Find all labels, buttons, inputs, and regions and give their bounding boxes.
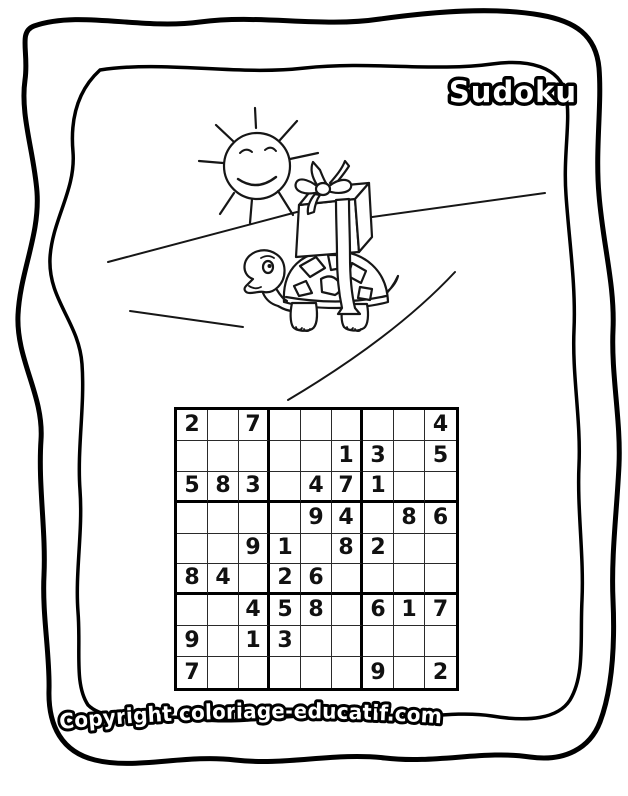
sudoku-cell[interactable]	[270, 441, 301, 472]
sudoku-cell[interactable]: 8	[394, 503, 425, 534]
sudoku-cell[interactable]	[239, 657, 270, 688]
sudoku-grid	[174, 407, 459, 691]
sudoku-cell[interactable]	[394, 564, 425, 595]
sudoku-cell[interactable]: 3	[239, 472, 270, 503]
sudoku-cell[interactable]: 1	[394, 595, 425, 626]
copyright-textpath: Copyright coloriage-educatif.com	[58, 699, 444, 734]
sudoku-cell[interactable]	[301, 441, 332, 472]
sudoku-cell[interactable]	[332, 657, 363, 688]
sudoku-cell[interactable]: 1	[239, 626, 270, 657]
sudoku-cell[interactable]	[208, 534, 239, 565]
sudoku-cell[interactable]	[332, 410, 363, 441]
sudoku-cell[interactable]	[270, 410, 301, 441]
sudoku-cell[interactable]	[394, 657, 425, 688]
sudoku-cell[interactable]: 5	[270, 595, 301, 626]
sudoku-cell[interactable]: 4	[208, 564, 239, 595]
sudoku-cell[interactable]	[301, 657, 332, 688]
sudoku-cell[interactable]	[332, 626, 363, 657]
sudoku-cell[interactable]	[208, 503, 239, 534]
sudoku-cell[interactable]	[208, 441, 239, 472]
sudoku-cell[interactable]: 2	[432, 659, 449, 685]
sudoku-cell[interactable]	[394, 472, 425, 503]
sudoku-cell[interactable]	[208, 595, 239, 626]
page-title: Sudoku	[448, 75, 578, 109]
sudoku-cell[interactable]	[425, 472, 456, 503]
sudoku-cell[interactable]	[208, 657, 239, 688]
sudoku-cell[interactable]: 7	[177, 657, 208, 688]
sudoku-cell[interactable]: 4	[239, 595, 270, 626]
sudoku-cell[interactable]: 8	[208, 472, 239, 503]
sudoku-cell[interactable]	[270, 657, 301, 688]
sudoku-cell[interactable]: 5	[425, 441, 456, 472]
sudoku-cell[interactable]: 9	[301, 503, 332, 534]
sudoku-cell[interactable]: 8	[177, 564, 208, 595]
sudoku-cell[interactable]	[363, 564, 394, 595]
sudoku-cell[interactable]	[177, 503, 208, 534]
sudoku-cell[interactable]	[177, 534, 208, 565]
sudoku-cell[interactable]	[394, 626, 425, 657]
sudoku-cell[interactable]: 9	[239, 534, 270, 565]
sudoku-cell[interactable]: 7	[425, 595, 456, 626]
sudoku-cell[interactable]: 7	[332, 472, 363, 503]
sudoku-cell[interactable]: 1	[332, 441, 363, 472]
sudoku-cell[interactable]: 6	[363, 595, 394, 626]
sudoku-cell[interactable]: 6	[425, 503, 456, 534]
sudoku-cell[interactable]	[177, 595, 208, 626]
sudoku-cell[interactable]	[394, 441, 425, 472]
sudoku-cell[interactable]: 4	[301, 472, 332, 503]
sudoku-cell[interactable]	[301, 626, 332, 657]
sudoku-cell[interactable]	[394, 410, 425, 441]
sudoku-cell[interactable]	[208, 626, 239, 657]
sudoku-cell[interactable]: 1	[363, 472, 394, 503]
sudoku-cell[interactable]: 9	[363, 657, 394, 688]
sudoku-cell[interactable]	[425, 626, 456, 657]
sudoku-cell[interactable]	[270, 503, 301, 534]
copyright-text	[58, 699, 443, 734]
sudoku-cell[interactable]: 4	[332, 503, 363, 534]
sudoku-cell[interactable]	[208, 410, 239, 441]
sudoku-cell[interactable]: 7	[239, 410, 270, 441]
sudoku-cell[interactable]	[332, 595, 363, 626]
sudoku-cell[interactable]	[394, 534, 425, 565]
sudoku-cell[interactable]	[301, 410, 332, 441]
sudoku-cell[interactable]	[301, 534, 332, 565]
sudoku-cell[interactable]	[332, 564, 363, 595]
sudoku-cell[interactable]: 8	[332, 534, 363, 565]
sudoku-cell[interactable]: 2	[270, 564, 301, 595]
sudoku-cell[interactable]: 2	[177, 410, 208, 441]
sudoku-cell[interactable]	[239, 503, 270, 534]
sudoku-cell[interactable]: 3	[270, 626, 301, 657]
sudoku-cell[interactable]	[363, 503, 394, 534]
sudoku-cell[interactable]	[239, 564, 270, 595]
sudoku-cell[interactable]: 6	[301, 564, 332, 595]
sudoku-cell[interactable]: 3	[363, 441, 394, 472]
sudoku-cell[interactable]: 5	[177, 472, 208, 503]
sudoku-cell[interactable]	[425, 534, 456, 565]
sudoku-cell[interactable]: 4	[425, 410, 456, 441]
sudoku-cell[interactable]: 9	[177, 626, 208, 657]
sudoku-cell[interactable]	[363, 410, 394, 441]
sudoku-cell[interactable]	[425, 564, 456, 595]
sudoku-cell[interactable]	[270, 472, 301, 503]
sudoku-cell[interactable]: 1	[270, 534, 301, 565]
sudoku-cell[interactable]: 8	[301, 595, 332, 626]
sudoku-cell[interactable]	[239, 441, 270, 472]
sudoku-cell[interactable]	[363, 626, 394, 657]
sudoku-cell[interactable]	[177, 441, 208, 472]
sudoku-cell[interactable]: 2	[363, 534, 394, 565]
